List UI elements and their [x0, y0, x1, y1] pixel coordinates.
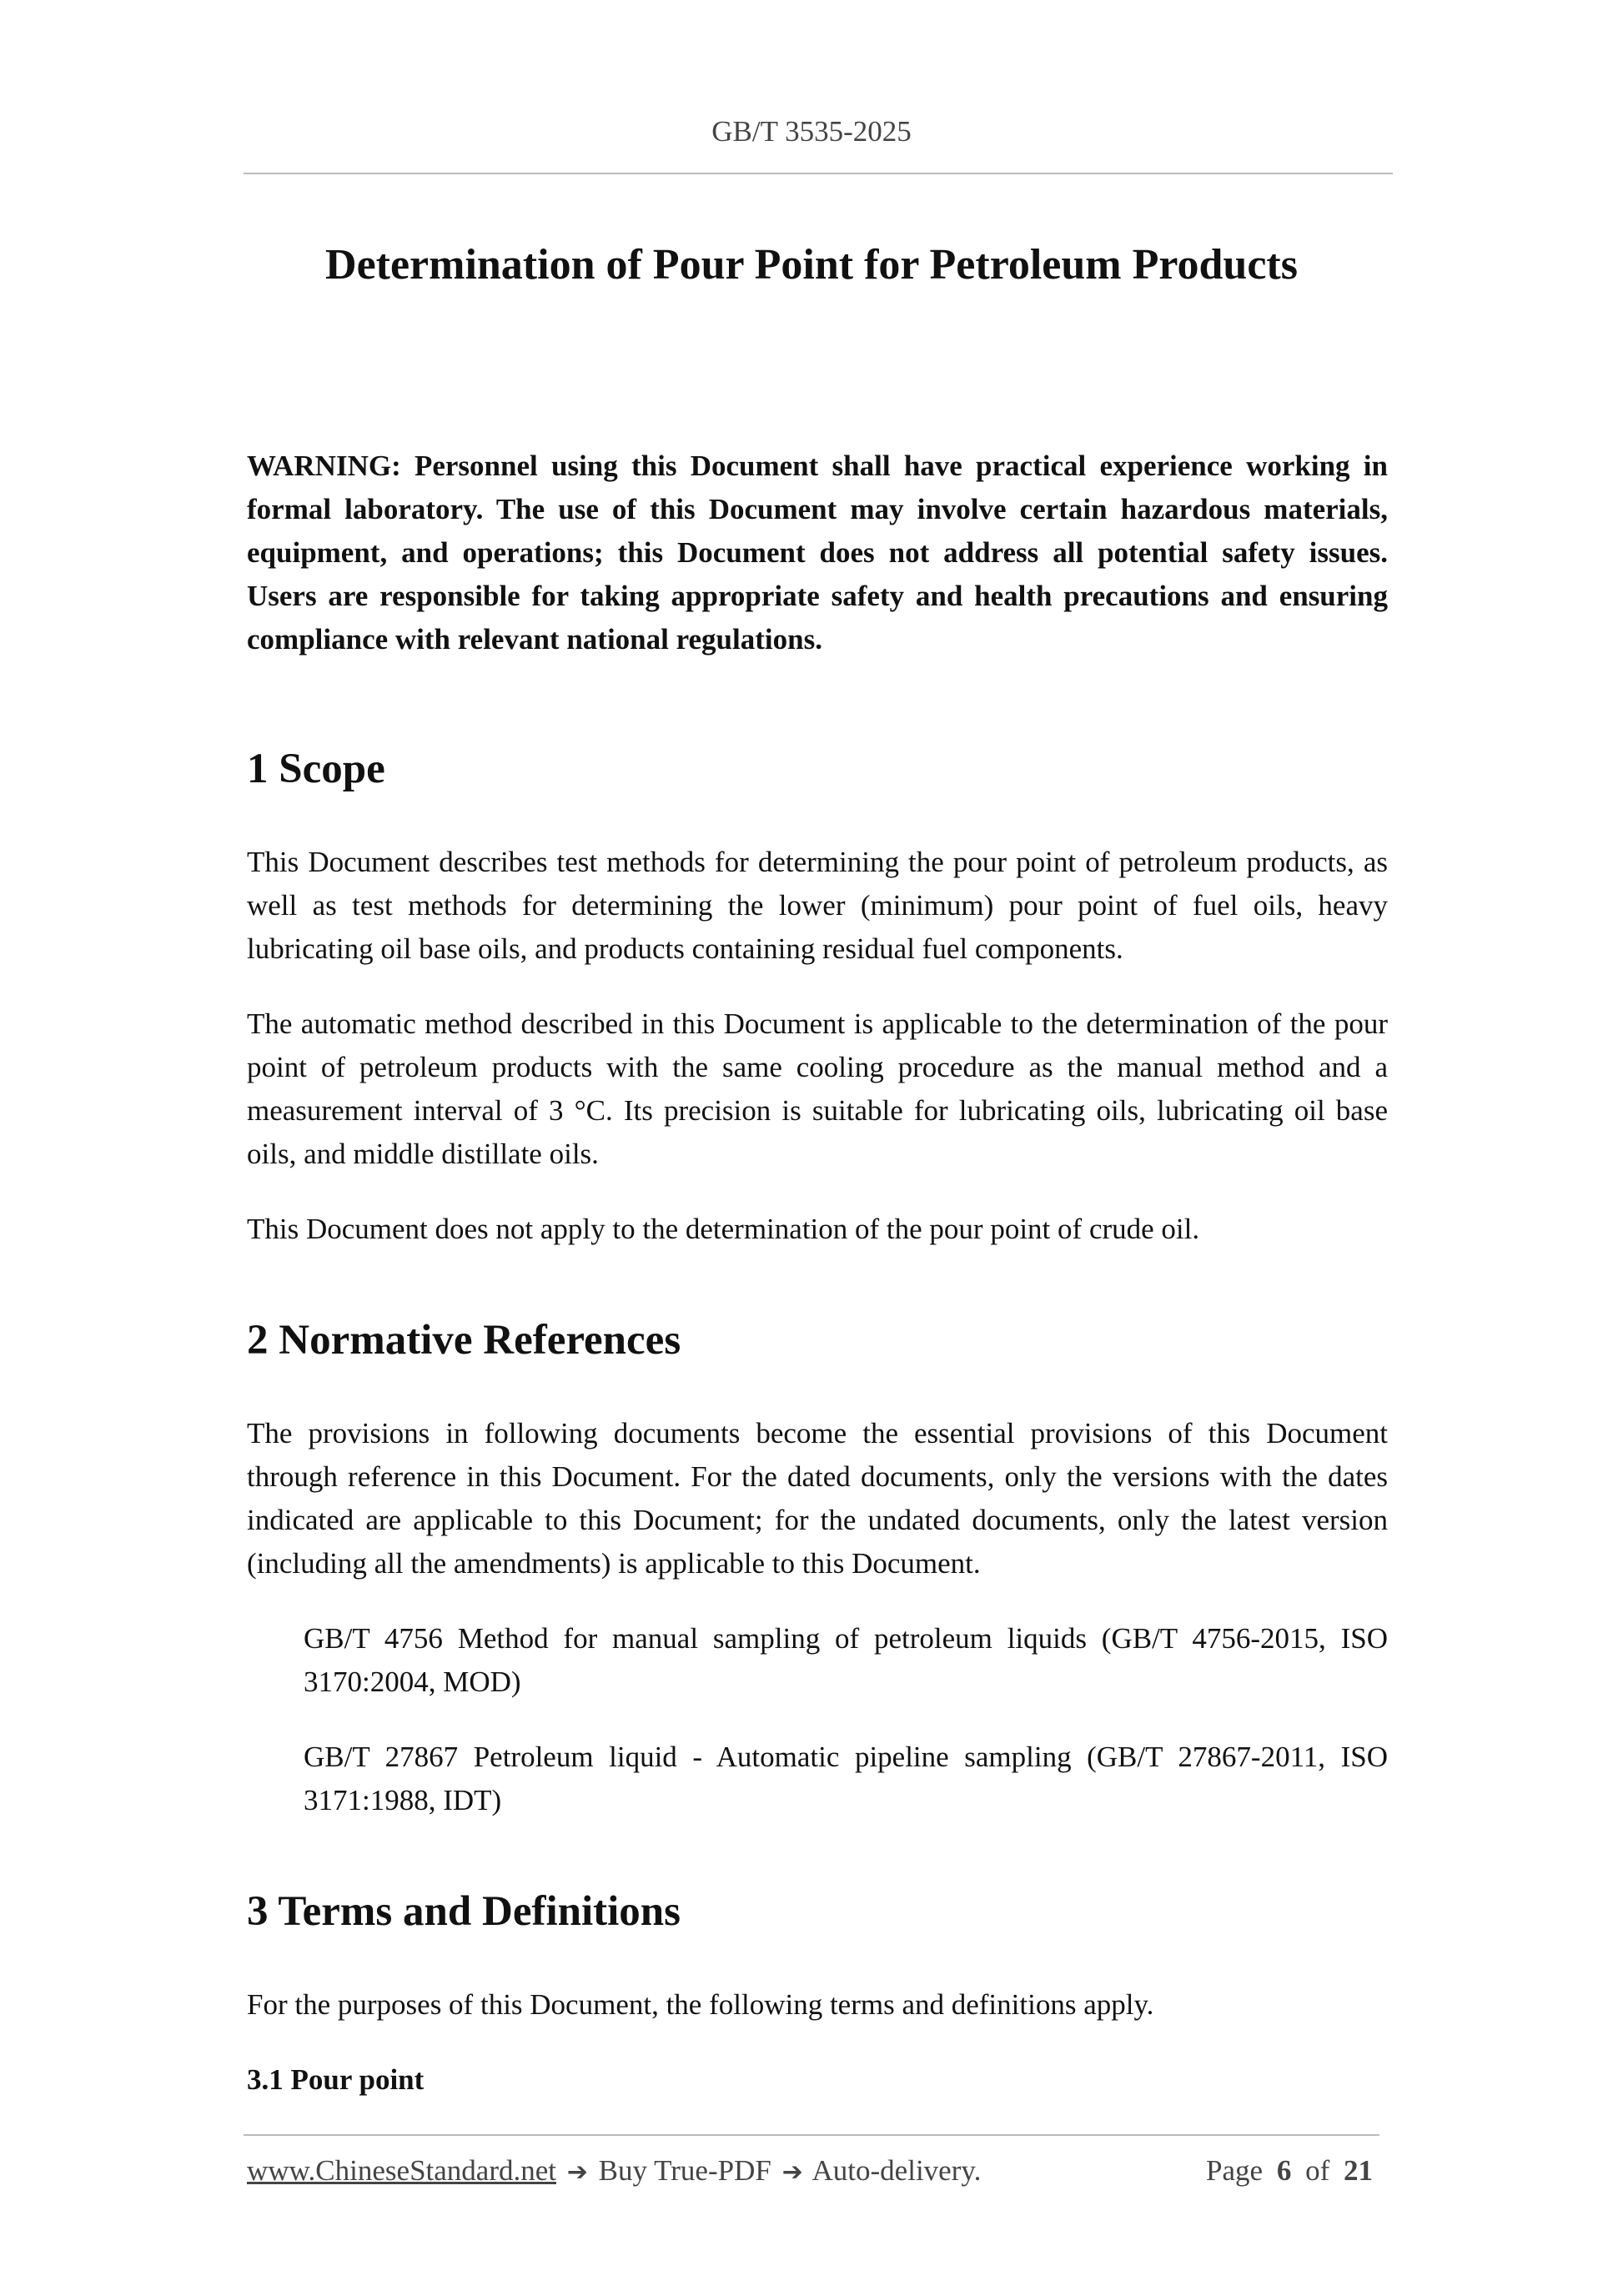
reference-item: GB/T 27867 Petroleum liquid - Automatic pipeline sampling (GB/T 27867-2011, ISO 3171:1988, IDT) [304, 1741, 1388, 1816]
reference-item: GB/T 4756 Method for manual sampling of petroleum liquids (GB/T 4756-2015, ISO 3170:2004, MOD) [304, 1622, 1388, 1698]
page-label: Page [1206, 2154, 1264, 2187]
scope-paragraph: This Document describes test methods for determining the pour point of petroleum products, as well as test methods for determining the lower (minimum) pour point of fuel oils, heavy lubricating oil base oils, and products containing residual fuel components. [247, 846, 1388, 965]
document-body [247, 445, 1388, 2102]
footer-divider [244, 2134, 1379, 2136]
scope-paragraph: This Document does not apply to the determination of the pour point of crude oil. [247, 1213, 1200, 1245]
standard-code-header: GB/T 3535-2025 [711, 115, 912, 148]
section-heading-scope: 1 Scope [247, 746, 385, 792]
scope-paragraph: The automatic method described in this Document is applicable to the determination of the pour point of petroleum products with the same cooling procedure as the manual method and a measurement interval of 3 °C. Its precision is suitable for lubricating oils, lubricating oil base oils, and middle distillate oils. [247, 1007, 1388, 1170]
warning-notice: WARNING: Personnel using this Document shall have practical experience working in formal laboratory. The use of this Document may involve certain hazardous materials, equipment, and operations; this Document does not address all potential safety issues. Users are responsible for taking appropriate safety and health precautions and ensuring compliance with relevant national regulations. [247, 450, 1388, 656]
chinesestandard-link[interactable]: www.ChineseStandard.net [247, 2154, 556, 2187]
auto-delivery-text: Auto-delivery. [812, 2154, 982, 2187]
terms-intro: For the purposes of this Document, the following terms and definitions apply. [247, 1988, 1154, 2021]
page-current: 6 [1276, 2154, 1292, 2187]
document-title: Determination of Pour Point for Petroleum Products [325, 241, 1298, 289]
section-heading-terms: 3 Terms and Definitions [247, 1888, 681, 1935]
header-divider [244, 173, 1393, 174]
section-heading-normative-references: 2 Normative References [247, 1317, 681, 1364]
page-footer [247, 2154, 1379, 2188]
term-heading-pour-point: 3.1 Pour point [247, 2063, 425, 2096]
page-of-label: of [1305, 2154, 1330, 2187]
normative-references-intro: The provisions in following documents become the essential provisions of this Document through reference in this Document. For the dated documents, only the versions with the dates indicated are applicable to this Document; for the undated documents, only the latest version (including all the amendments) is applicable to this Document. [247, 1417, 1388, 1580]
right-arrow-icon: ➔ [566, 2158, 588, 2187]
page-total: 21 [1344, 2154, 1373, 2187]
right-arrow-icon: ➔ [781, 2158, 803, 2187]
footer-promo [247, 2154, 981, 2188]
page-number [1206, 2154, 1379, 2188]
buy-true-pdf-text: Buy True-PDF [598, 2154, 771, 2187]
